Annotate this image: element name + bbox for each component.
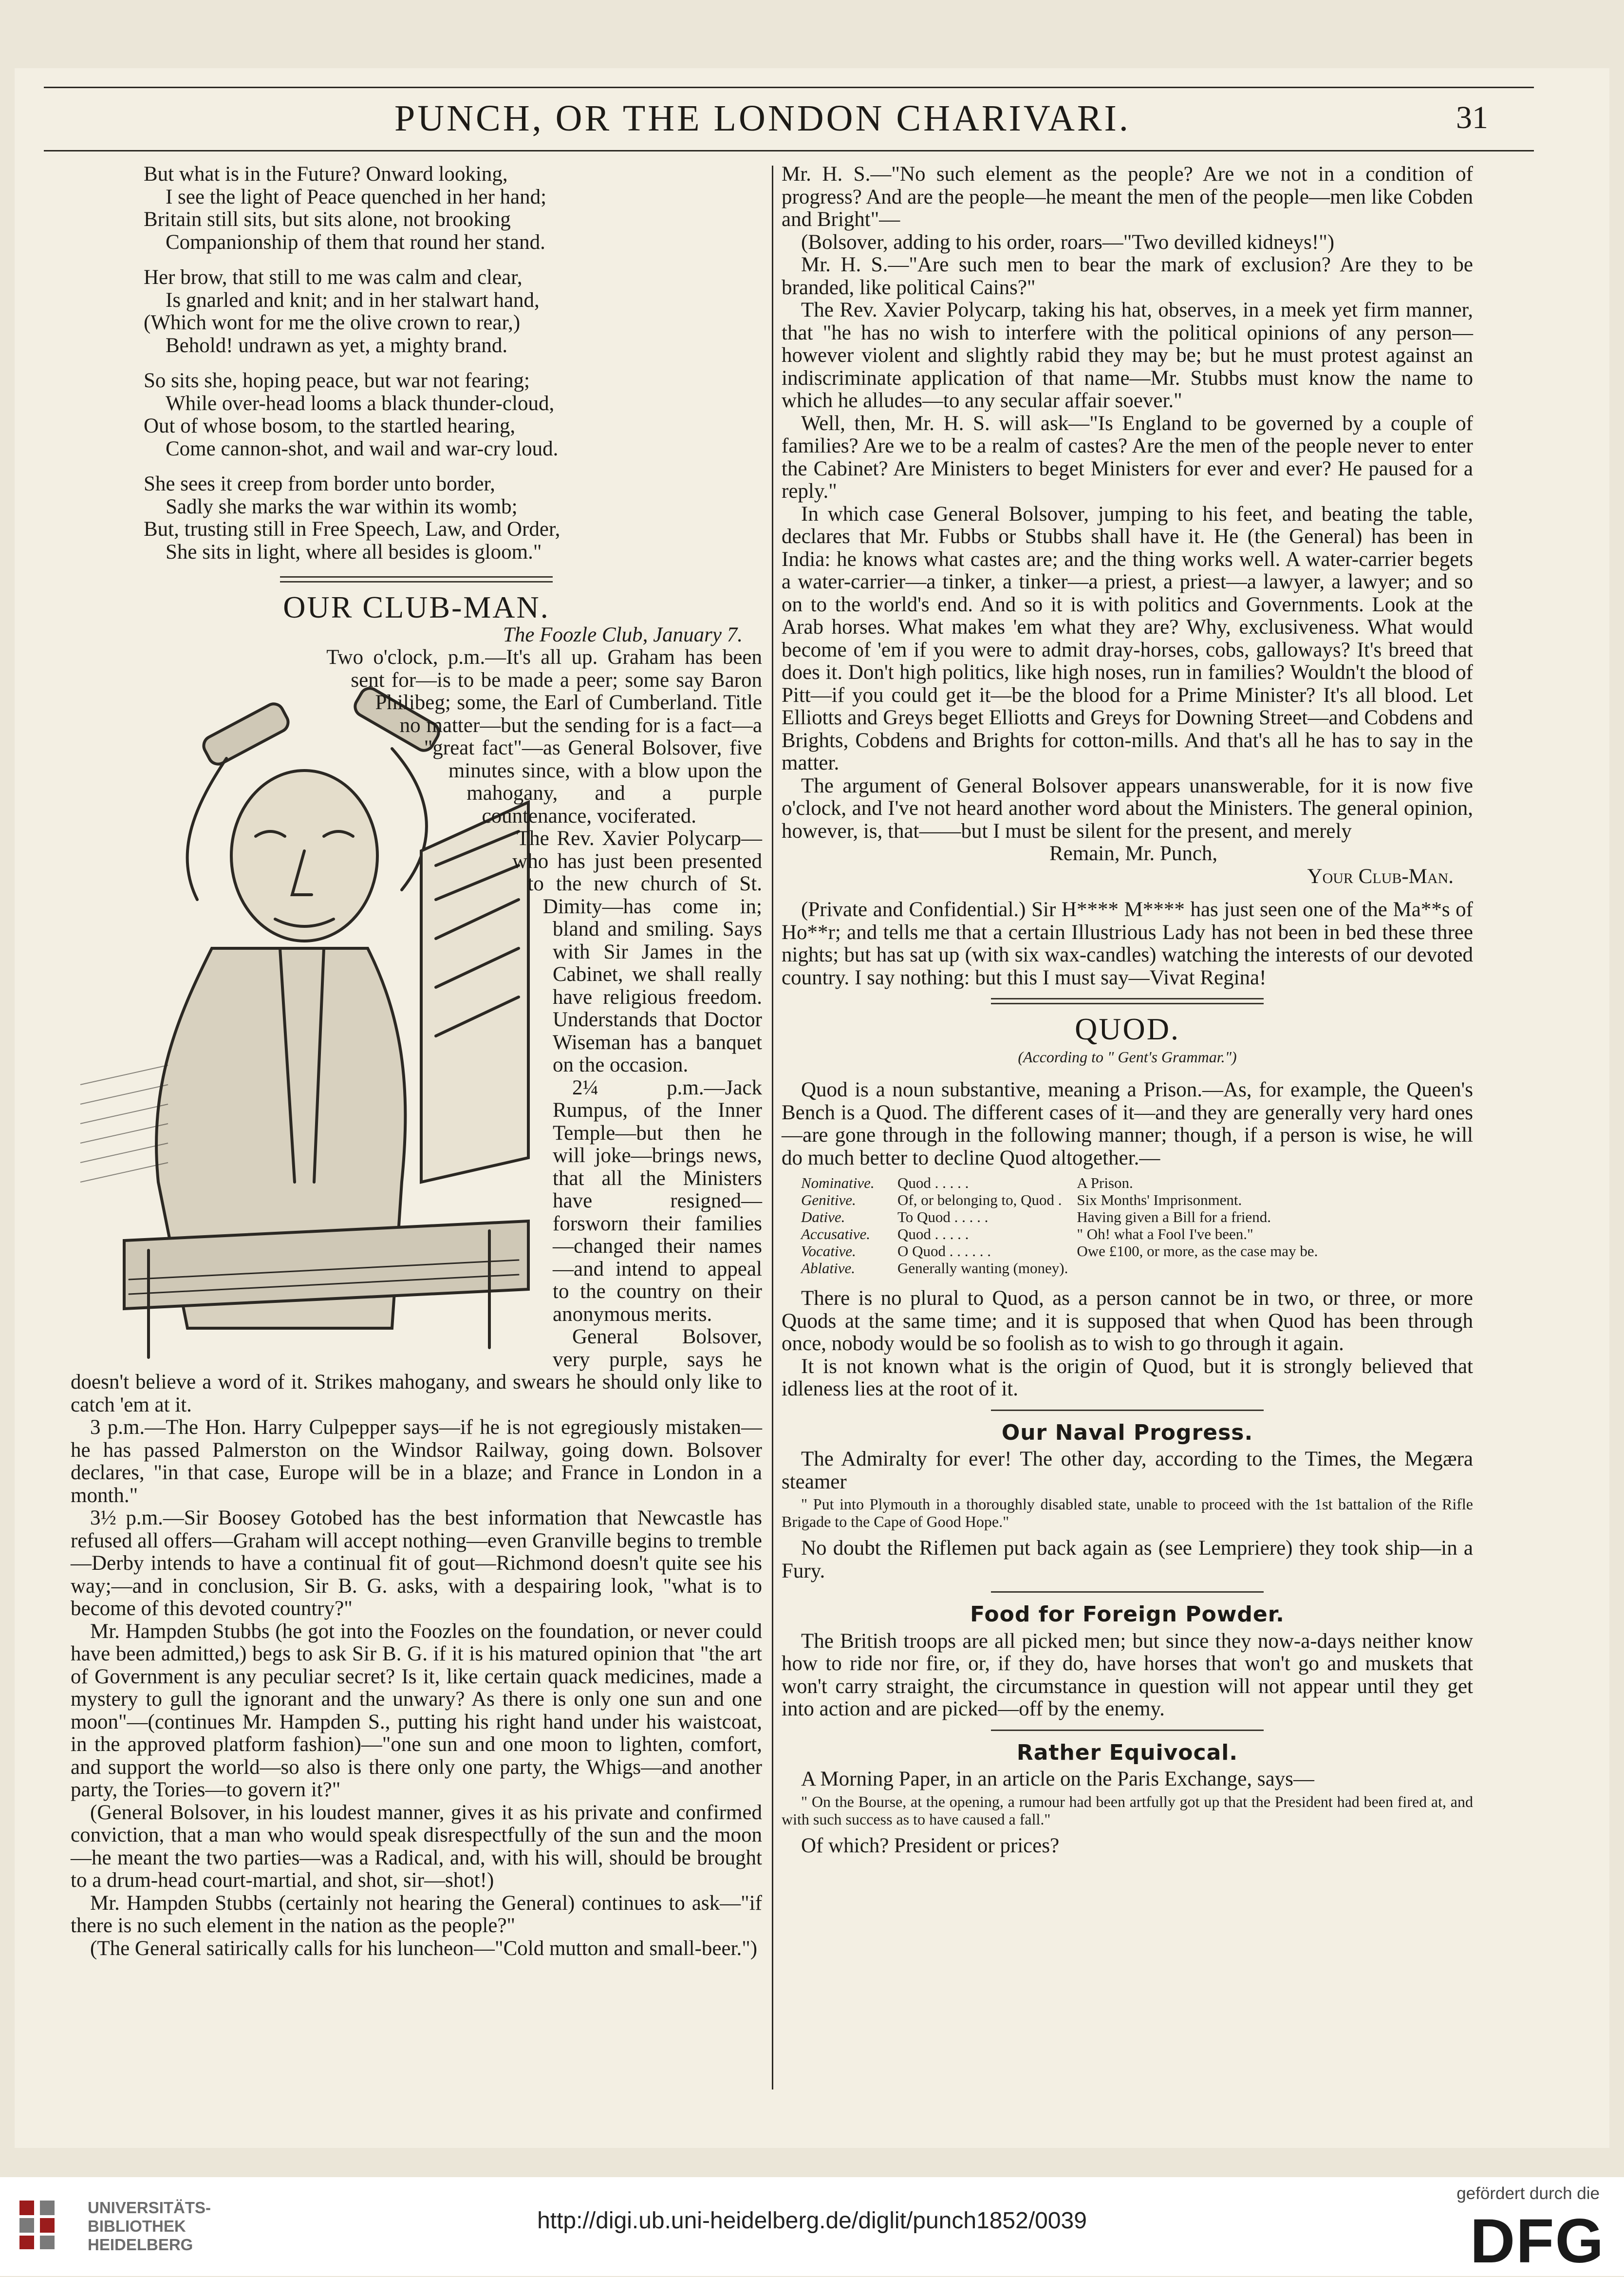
naval-paragraph: No doubt the Riflemen put back again as (see Lempriere) they took ship—in a Fury. — [782, 1537, 1473, 1582]
library-name-line: BIBLIOTHEK — [88, 2217, 186, 2235]
poem-line: (Which wont for me the olive crown to rear,) — [144, 311, 521, 334]
header-rule-top — [44, 87, 1534, 88]
declension-row — [801, 1225, 1326, 1242]
club-paragraph: The argument of General Bolsover appears unanswerable, for it is now five o'clock, and I've not heard another word about the Ministers. The general opinion, however, is, that——but I must be silent for the present, and merely — [782, 774, 1473, 843]
club-signature-name: Your Club-Man. — [1307, 865, 1454, 888]
library-name-line: UNIVERSITÄTS- — [88, 2199, 211, 2217]
equivocal-paragraph: A Morning Paper, in an article on the Paris Exchange, says— — [801, 1768, 1314, 1790]
club-paragraph: In which case General Bolsover, jumping to his feet, and beating the table, declares that Mr. Fubbs or Stubbs shall have it. He (the General) has been in India: he knows what castes are; and the thing works well. A water-carrier begets a water-carrier—a tinker, a tinker—a priest, a priest—a lawyer, a lawyer; and so on to the world's end. And so it is with politics and Governments. Look at the Arab horses. What makes 'em what they are? Why, exclusiveness. What would become of 'em if you were to admit dray-horses, cobs, galloways? It's breed that does it. Don't high politics, like high noses, run in families? Wouldn't the blood of Pitt—if you could get it—be the blood for a Prime Minister? It's all blood. Let Elliotts and Greys beget Elliotts and Greys for Downing Street—and Cobdens and Brights, Cobdens and Brights for cotton-mills. And that's all he has to say in the matter. — [782, 502, 1473, 774]
declension-row — [801, 1174, 1326, 1191]
equivocal-quote: " On the Bourse, at the opening, a rumour had been artfully got up that the President had been fired at, and with such success as to have caused a fall." — [782, 1792, 1473, 1828]
source-url-link[interactable]: http://digi.ub.uni-heidelberg.de/diglit/punch1852/0039 — [537, 2208, 1087, 2234]
poem-stanza — [144, 473, 762, 564]
club-paragraph: General Bolsover, very purple, says he doesn't believe a word of it. Strikes mahogany, and swears he should only like to catch 'em at it. — [71, 1325, 762, 1416]
naval-quote: " Put into Plymouth in a thoroughly disabled state, unable to proceed with the 1st battalion of the Rifle Brigade to the Cape of Good Hope." — [782, 1495, 1473, 1530]
poem-line: She sits in light, where all besides is gloom." — [166, 540, 542, 564]
club-postscript: (Private and Confidential.) Sir H**** M**** has just seen one of the Ma**s of Ho**r; and tells me that a certain Illustrious Lady has not been in bed these three nights; but has sat up (with six wax-candles) watching the interests of our devoted country. I say nothing: but this I must say—Vivat Regina! — [782, 898, 1473, 989]
running-title: PUNCH, OR THE LONDON CHARIVARI. — [394, 98, 1131, 139]
poem-line: She sees it creep from border unto border, — [144, 472, 495, 495]
poem-stanza — [144, 266, 762, 357]
declension-form: O Quod . . . . . . — [897, 1242, 991, 1260]
header-rule-bottom — [44, 150, 1534, 151]
club-paragraph: Well, then, Mr. H. S. will ask—"Is England to be governed by a couple of families? Are we to be a realm of castes? Are the men of the people never to enter the Cabinet? Are Ministers to beget Ministers for ever and ever? He paused for a reply." — [782, 412, 1473, 503]
declension-form: Of, or belonging to, Quod . — [897, 1191, 1062, 1208]
column-divider — [772, 166, 773, 2089]
quod-paragraph: Quod is a noun substantive, meaning a Prison.—As, for example, the Queen's Bench is a Quod. The different cases of it—and they are generally very hard ones—are gone through in the following manner; though, if a person is wise, he will do much better to decline Quod altogether.— — [782, 1078, 1473, 1169]
declension-row — [801, 1191, 1326, 1208]
club-signature-salutation: Remain, Mr. Punch, — [1049, 842, 1218, 865]
declension-meaning: Owe £100, or more, as the case may be. — [1077, 1242, 1318, 1260]
section-rule — [280, 576, 553, 583]
equivocal-paragraph: Of which? President or prices? — [801, 1834, 1060, 1857]
library-name-line: HEIDELBERG — [88, 2236, 193, 2254]
declension-row — [801, 1260, 1326, 1277]
funding-note: gefördert durch die — [1456, 2184, 1600, 2203]
declension-form: Quod . . . . . — [897, 1225, 969, 1242]
declension-case: Accusative. — [801, 1225, 871, 1242]
declension-meaning: A Prison. — [1077, 1174, 1133, 1191]
quod-paragraph: It is not known what is the origin of Quod, but it is strongly believed that idleness lies at the root of it. — [782, 1355, 1473, 1400]
poem-line: Her brow, that still to me was calm and clear, — [144, 266, 523, 289]
poem-line: Companionship of them that round her stand. — [166, 230, 545, 254]
declension-meaning: Six Months' Imprisonment. — [1077, 1191, 1242, 1208]
declension-case: Ablative. — [801, 1260, 856, 1277]
club-paragraph: Mr. Hampden Stubbs (he got into the Foozles on the foundation, or never could have been admitted,) begs to ask Sir B. G. if it is his matured opinion that "the art of Government is any peculiar secret? Is it, like certain quack medicines, made a mystery to gull the ignorant and the unwary? As there is only one sun and one moon"—(continues Mr. Hampden S., putting his right hand under his waistcoat, in the approved platform fashion)—"one sun and one moon to lighten, comfort, and support the world—so also is there only one party, the Whigs—and another party, the Tories—to govern it?" — [71, 1619, 762, 1801]
poem-line: So sits she, hoping peace, but war not fearing; — [144, 369, 530, 392]
quod-declension-table — [801, 1174, 1473, 1277]
declension-meaning: " Oh! what a Fool I've been." — [1077, 1225, 1253, 1242]
equivocal-title: Rather Equivocal. — [1016, 1740, 1238, 1765]
section-rule — [991, 1591, 1264, 1593]
food-title: Food for Foreign Powder. — [970, 1602, 1285, 1627]
club-paragraph: (Bolsover, adding to his order, roars—"Two devilled kidneys!") — [801, 230, 1335, 254]
page-number: 31 — [1456, 100, 1488, 135]
poem-line: I see the light of Peace quenched in her hand; — [166, 185, 547, 208]
quod-paragraph: There is no plural to Quod, as a person cannot be in two, or three, or more Quods at the same time; and it is supposed that when Quod has been through once, nobody would be so foolish as to wish to go through it again. — [782, 1287, 1473, 1355]
declension-case: Dative. — [801, 1208, 845, 1225]
club-paragraph: 3 p.m.—The Hon. Harry Culpepper says—if he is not egregiously mistaken—he has passed Palmerston on the Windsor Railway, going down. Bolsover declares, "in that case, Europe will be in a blaze; and France in London in a month." — [71, 1416, 762, 1507]
section-rule — [991, 998, 1264, 1004]
scanned-page — [15, 68, 1609, 2148]
poem-line: Out of whose bosom, to the startled hearing, — [144, 414, 516, 437]
declension-row — [801, 1208, 1326, 1225]
declension-case: Nominative. — [801, 1174, 875, 1191]
food-paragraph: The British troops are all picked men; but since they now-a-days neither know how to ride nor fire, or, if they do, have horses that won't go and muskets that won't carry straight, the circumstance in question will not appear until they get into action and are picked—off by the enemy. — [782, 1629, 1473, 1720]
club-paragraph: Mr. H. S.—"Are such men to bear the mark of exclusion? Are they to be branded, like political Cains?" — [782, 253, 1473, 299]
poem-line: Is gnarled and knit; and in her stalwart hand, — [166, 288, 540, 312]
club-paragraph: (The General satirically calls for his luncheon—"Cold mutton and small-beer.") — [90, 1937, 758, 1960]
section-rule — [991, 1410, 1264, 1411]
declension-form: Quod . . . . . — [897, 1174, 969, 1191]
quod-subtitle: (According to " Gent's Grammar.") — [1018, 1048, 1237, 1066]
section-rule — [991, 1730, 1264, 1731]
club-byline: The Foozle Club, January 7. — [503, 623, 743, 646]
poem-line: Britain still sits, but sits alone, not brooking — [144, 208, 511, 231]
club-paragraph: 3½ p.m.—Sir Boosey Gotobed has the best information that Newcastle has refused all offers—Graham will accept nothing—even Granville begins to tremble—Derby intends to have a continual fit of gout—Richmond doesn't quite see his way;—and in conclusion, Sir B. G. asks, with a despairing look, "what is to become of this devoted country?" — [71, 1506, 762, 1620]
declension-row — [801, 1242, 1326, 1260]
digitization-footer — [0, 2177, 1624, 2276]
poem-line: But, trusting still in Free Speech, Law, and Order, — [144, 518, 560, 541]
declension-form: To Quod . . . . . — [897, 1208, 989, 1225]
naval-title: Our Naval Progress. — [1001, 1420, 1253, 1445]
club-paragraph: The Rev. Xavier Polycarp, taking his hat, observes, in a meek yet firm manner, that "he has no wish to interfere with the political opinions of any person—however violent and slightly rabid they may be; but he must protest against an indiscriminate application of that name—Mr. Stubbs must know the name to which he alludes—to any secular affair soever." — [782, 299, 1473, 412]
quod-title: QUOD. — [1075, 1012, 1180, 1046]
poem-line: While over-head looms a black thunder-cloud, — [166, 392, 555, 415]
poem-stanza — [144, 370, 762, 460]
poem-line: Sadly she marks the war within its womb; — [166, 495, 518, 518]
declension-case: Genitive. — [801, 1191, 856, 1208]
dfg-logo: DFG — [1470, 2206, 1605, 2276]
club-title: OUR CLUB-MAN. — [283, 590, 550, 624]
declension-form: Generally wanting (money). — [897, 1260, 1068, 1277]
left-column — [71, 163, 762, 1960]
club-paragraph: The Rev. Xavier Polycarp—who has just been presented to the new church of St. Dimity—has come in; bland and smiling. Says with Sir James in the Cabinet, we shall really have religious freedom. Understands that Doctor Wiseman has a banquet on the occasion. — [512, 827, 762, 1076]
club-paragraph: Mr. Hampden Stubbs (certainly not hearing the General) continues to ask—"if there is no such element in the nation as the people?" — [71, 1891, 762, 1937]
club-paragraph: (General Bolsover, in his loudest manner, gives it as his private and confirmed conviction, that a man who would speak disrespectfully of the sun and the moon—he meant the two parties—was a Radical, and, with his will, should be brought to a drum-head court-martial, and shot, sir—shot!) — [71, 1801, 762, 1892]
declension-case: Vocative. — [801, 1242, 856, 1260]
club-paragraph: Two o'clock, p.m.—It's all up. Graham has been sent for—is to be made a peer; some say Baron Philibeg; some, the Earl of Cumberland. Title no matter—but the sending for is a fact—a "great fact"—as General Bolsover, five minutes since, with a blow upon the mahogany, and a purple countenance, vociferated. — [326, 646, 762, 828]
naval-paragraph: The Admiralty for ever! The other day, according to the Times, the Megæra steamer — [782, 1448, 1473, 1493]
declension-meaning — [1077, 1260, 1326, 1277]
poem-line: Behold! undrawn as yet, a mighty brand. — [166, 334, 508, 357]
declension-meaning: Having given a Bill for a friend. — [1077, 1208, 1271, 1225]
poem — [71, 163, 762, 564]
club-paragraph: Mr. H. S.—"No such element as the people? Are we not in a condition of progress? And are the people—he meant the men of the people—men like Cobden and Bright"— — [782, 163, 1473, 231]
poem-stanza — [144, 163, 762, 254]
club-paragraph: 2¼ p.m.—Jack Rumpus, of the Inner Temple—but then he will joke—brings news, that all the Ministers have resigned—forsworn their families—changed their names—and intend to appeal to the country on their anonymous merits. — [553, 1076, 762, 1326]
poem-line: But what is in the Future? Onward looking, — [144, 163, 508, 186]
poem-line: Come cannon-shot, and wail and war-cry loud. — [166, 437, 559, 460]
right-column — [782, 163, 1473, 1857]
